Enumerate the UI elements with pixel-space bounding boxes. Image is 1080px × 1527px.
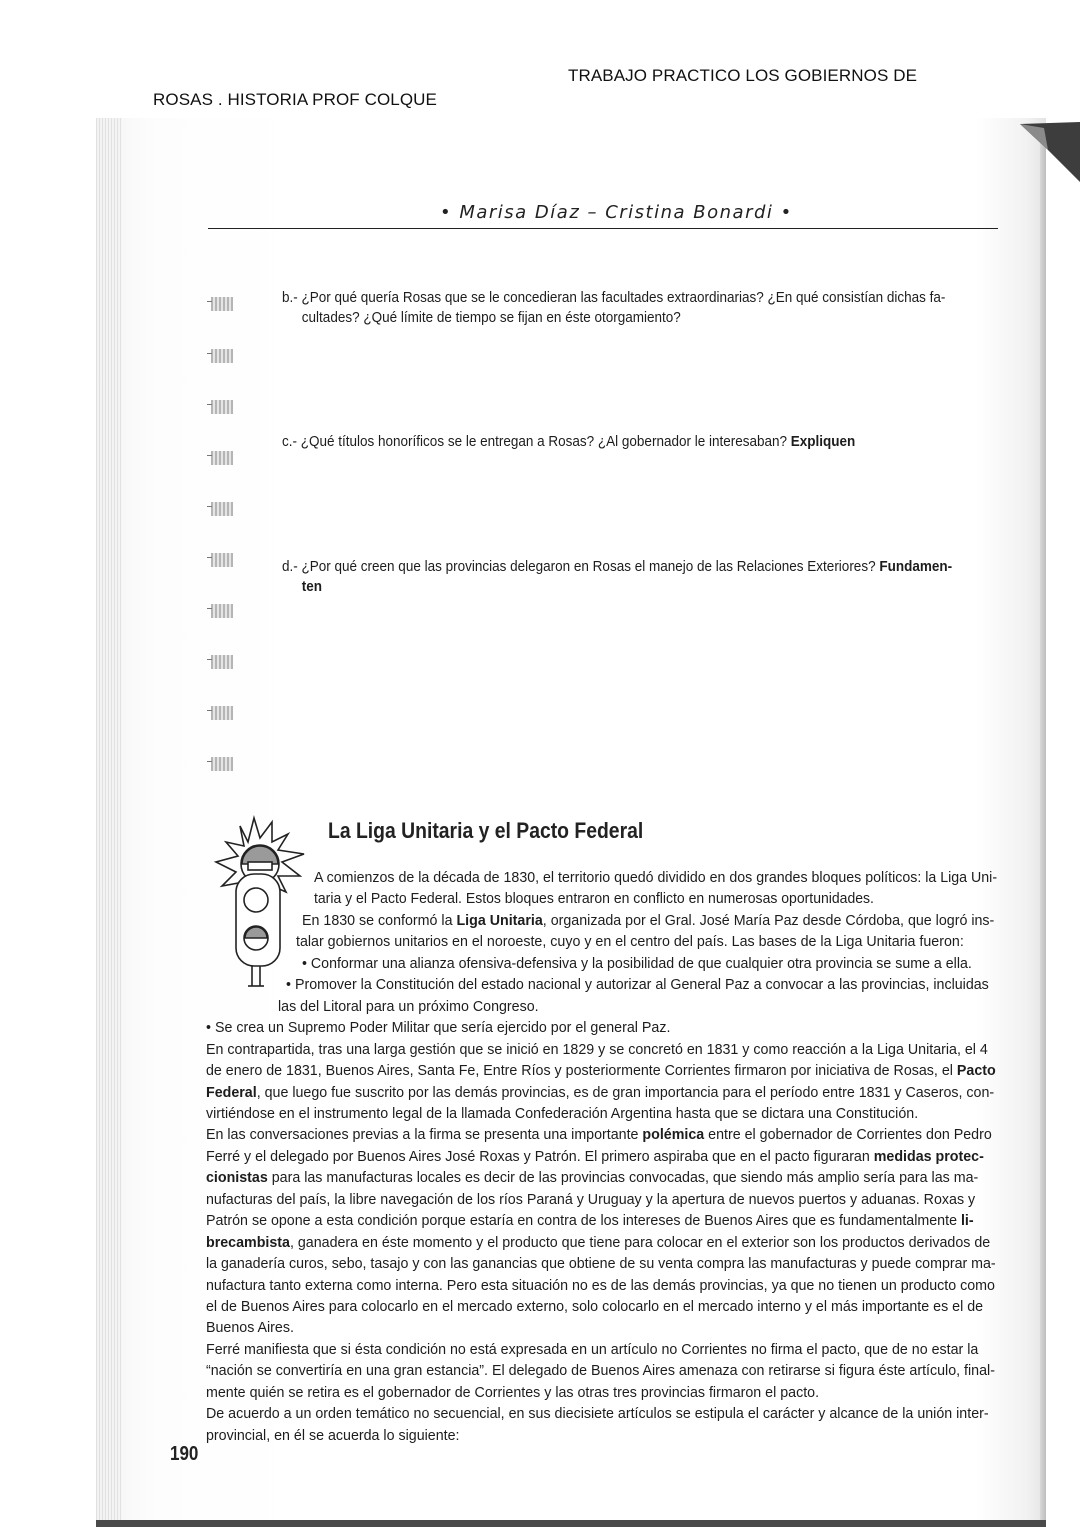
body-text-run: • Promover la Constitución del estado nacional y autorizar al General Paz a convocar a las provincias, incluidas [286,976,989,993]
body-text-run: entre el gobernador de Corrientes don Pedro [704,1126,992,1143]
bold-term: medidas protec- [873,1148,984,1165]
notebook-tab [207,344,233,366]
body-text-run: “nación se convertiría en una gran estancia”. El delegado de Buenos Aires amenaza con retirarse si figura éste artículo, final- [206,1362,995,1379]
body-line [314,889,874,909]
notebook-tab [207,497,233,519]
bold-term: cionistas [206,1169,268,1186]
body-text-run: , que luego fue suscrito por las demás provincias, es de gran importancia para el período entre 1831 y Caseros, con- [256,1084,995,1101]
body-line [206,1297,983,1317]
bold-term: Federal [206,1084,257,1101]
body-text-run: nufacturas del país, la libre navegación de los ríos Paraná y Uruguay y la apertura de nuevos puertos y aduanas. Roxas y [206,1191,976,1208]
body-line [206,1147,984,1167]
body-line [206,1426,460,1446]
question-d-line2: ten [301,578,323,595]
body-line [206,1211,974,1231]
traffic-light-icon [212,814,312,994]
question-c-bold: Expliquen [790,433,856,450]
body-text-run: En contrapartida, tras una larga gestión que se inició en 1829 y se concretó en 1831 y como reacción a la Liga Unitaria, el 4 [206,1041,988,1058]
question-b-line2: cultades? ¿Qué límite de tiempo se fijan en éste otorgamiento? [301,309,681,326]
notebook-tab [207,701,233,723]
body-line [206,1340,978,1360]
notebook-tab [207,650,233,672]
body-text-run: Ferré manifiesta que si ésta condición no está expresada en un artículo no Corrientes no firma el pacto, que de no estar la [206,1341,979,1358]
body-line [206,1361,995,1381]
section-title: La Liga Unitaria y el Pacto Federal [328,818,644,843]
question-d [282,557,993,597]
authors-line: • Marisa Díaz – Cristina Bonardi • [440,202,793,223]
body-line [206,1104,918,1124]
body-text-run: nufactura tanto externa como interna. Pero esta situación no es de las demás provincias, ya que no tienen un producto como [206,1277,995,1294]
body-text-run: mente quién se retira es el gobernador de Corrientes y las otras tres provincias firmaron el pacto. [206,1384,820,1401]
header-title-line1: TRABAJO PRACTICO LOS GOBIERNOS DE [568,66,918,85]
body-line [296,932,964,952]
body-text-run: En 1830 se conformó la [302,912,457,929]
body-line [302,954,972,974]
page-right-edge [1040,140,1046,1520]
body-text-run: la ganadería curos, sebo, tasajo y con las ganancias que obtiene de su venta compra las manufacturas y puede comprar ma- [206,1255,996,1272]
notebook-tab [207,548,233,570]
notebook-tab [207,292,233,314]
body-line [206,1276,995,1296]
body-text-run: Ferré y el delegado por Buenos Aires José Roxas y Patrón. El primero aspiraba que en el pacto figuraran [206,1148,874,1165]
question-c-text: c.- ¿Qué títulos honoríficos se le entregan a Rosas? ¿Al gobernador le interesaban? [282,433,791,450]
body-text-run: talar gobiernos unitarios en el noroeste, cuyo y en el centro del país. Las bases de la Liga Unitaria fueron: [296,933,964,950]
body-line [206,1168,978,1188]
body-text-run: el de Buenos Aires para colocarlo en el mercado externo, solo colocarlo en el mercado interno y el más importante es el de [206,1298,984,1315]
notebook-tab [207,599,233,621]
body-text-run: Patrón se opone a esta condición porque estaría en contra de los intereses de Buenos Aires que es fundamentalmente [206,1212,961,1229]
notebook-tab [207,395,233,417]
body-text-run: las del Litoral para un próximo Congreso. [278,998,539,1015]
body-line [286,975,989,995]
body-line [206,1083,994,1103]
header-title-line2: ROSAS . HISTORIA PROF COLQUE [153,90,437,109]
body-line [206,1383,819,1403]
body-line [206,1233,990,1253]
body-text-run: , ganadera en éste momento y el producto que tiene para colocar en el exterior son los productos derivados de [289,1234,991,1251]
page-corner-curl [1020,122,1080,182]
body-text-run: para las manufacturas locales es decir de las provincias convocadas, que siendo más amplio sería para las ma- [267,1169,979,1186]
body-text-run: A comienzos de la década de 1830, el territorio quedó dividido en dos grandes bloques políticos: la Liga Uni- [314,869,998,886]
page-binding-edge [96,118,122,1527]
body-line [302,911,994,931]
question-d-bold: Fundamen- [879,558,953,575]
body-line [206,1404,989,1424]
body-line [206,1190,975,1210]
body-text-run: provincial, en él se acuerda lo siguiente: [206,1427,460,1444]
body-line [206,1318,294,1338]
bold-term: Pacto [956,1062,996,1079]
bold-term: Liga Unitaria [456,912,543,929]
body-text-run: de enero de 1831, Buenos Aires, Santa Fe, Entre Ríos y posteriormente Corrientes firmaron por iniciativa de Rosas, el [206,1062,957,1079]
body-text-run: taria y el Pacto Federal. Estos bloques entraron en conflicto en numerosas oportunidades. [314,890,874,907]
header-rule [208,228,998,229]
body-text-run: Buenos Aires. [206,1319,294,1336]
body-line [206,1061,996,1081]
body-text-run: • Se crea un Supremo Poder Militar que sería ejercido por el general Paz. [206,1019,671,1036]
bold-term: li- [960,1212,974,1229]
body-text-run: En las conversaciones previas a la firma se presenta una importante [206,1126,643,1143]
body-line [206,1040,988,1060]
body-line [278,997,539,1017]
notebook-tab [207,446,233,468]
body-line [314,868,997,888]
body-text-run: virtiéndose en el instrumento legal de la llamada Confederación Argentina hasta que se dictara una Constitución. [206,1105,919,1122]
notebook-tab [207,752,233,774]
body-line [206,1125,992,1145]
question-b-line1: b.- ¿Por qué quería Rosas que se le concedieran las facultades extraordinarias? ¿En qué consistían dichas fa- [282,289,946,306]
body-text-run: De acuerdo a un orden temático no secuencial, en sus diecisiete artículos se estipula el carácter y alcance de la unión inter- [206,1405,989,1422]
body-text-run: , organizada por el Gral. José María Paz desde Córdoba, que logró ins- [542,912,995,929]
question-b [282,288,993,328]
question-d-text: d.- ¿Por qué creen que las provincias delegaron en Rosas el manejo de las Relaciones Exteriores? [282,558,880,575]
body-line [206,1018,670,1038]
page-number: 190 [170,1443,199,1465]
question-c [282,432,993,452]
page-bottom-edge [96,1520,1046,1527]
bold-term: brecambista [206,1234,290,1251]
body-text-run: • Conformar una alianza ofensiva-defensiva y la posibilidad de que cualquier otra provincia se sume a ella. [302,955,972,972]
body-line [206,1254,996,1274]
bold-term: polémica [642,1126,705,1143]
